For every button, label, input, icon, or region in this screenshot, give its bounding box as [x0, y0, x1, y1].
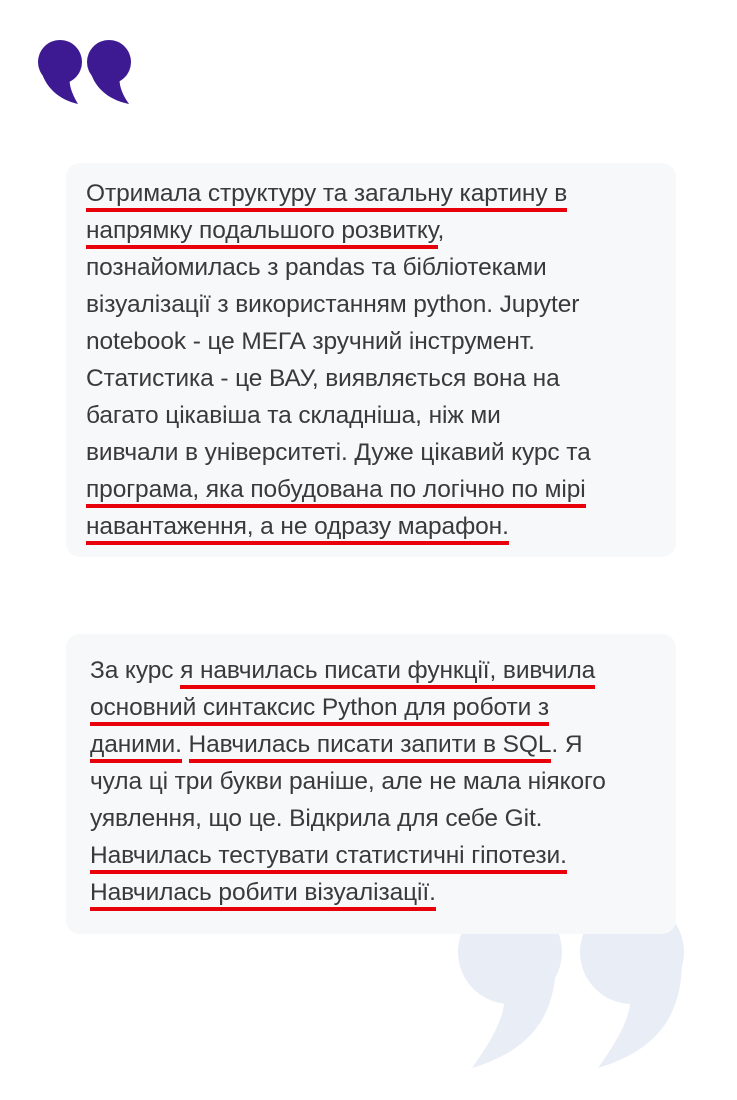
highlighted-phrase: напрямку подальшого розвитку	[86, 217, 438, 249]
text-line	[86, 397, 591, 434]
text-line	[86, 249, 591, 286]
text-line	[86, 471, 591, 508]
quote-open-glyph-right	[87, 40, 131, 104]
text-segment	[182, 731, 189, 758]
text-line	[86, 434, 591, 471]
text-line	[90, 689, 606, 726]
text-segment: візуалізації з використанням python. Jupyter	[86, 291, 580, 318]
highlighted-phrase: я навчилась писати функції, вивчила	[180, 657, 595, 689]
text-line	[86, 323, 591, 360]
text-segment: вивчали в університеті. Дуже цікавий курс та	[86, 439, 591, 466]
quote-open-glyph-left	[38, 40, 82, 104]
text-line	[86, 360, 591, 397]
highlighted-phrase: Навчилась тестувати статистичні гіпотези.	[90, 842, 567, 874]
testimonial-2-text	[90, 652, 606, 911]
text-segment: чула ці три букви раніше, але не мала ніякого	[90, 768, 606, 795]
testimonial-card-2	[66, 634, 676, 934]
text-line	[86, 175, 591, 212]
text-segment: уявлення, що це. Відкрила для себе Git.	[90, 805, 543, 832]
text-line	[90, 837, 606, 874]
text-segment: Статистика - це ВАУ, виявляється вона на	[86, 365, 560, 392]
highlighted-phrase: Навчилась робити візуалізації.	[90, 879, 436, 911]
highlighted-phrase: Навчилась писати запити в SQL	[189, 731, 552, 763]
testimonial-card-1	[66, 163, 676, 557]
text-segment: ,	[437, 217, 445, 244]
quote-open-icon	[38, 36, 138, 108]
highlighted-phrase: навантаження, а не одразу марафон.	[86, 513, 509, 545]
testimonial-1-text	[86, 175, 591, 545]
text-line	[90, 800, 606, 837]
text-line	[86, 508, 591, 545]
text-line	[90, 874, 606, 911]
text-segment: багато цікавіша та складніша, ніж ми	[86, 402, 501, 429]
text-segment: . Я	[551, 731, 583, 758]
text-segment: notebook - це МЕГА зручний інструмент.	[86, 328, 535, 355]
text-line	[86, 286, 591, 323]
highlighted-phrase: Отримала структуру та загальну картину в	[86, 180, 567, 212]
text-segment: познайомилась з pandas та бібліотеками	[86, 254, 547, 281]
highlighted-phrase: даними.	[90, 731, 182, 763]
text-segment: За курс	[90, 657, 181, 684]
text-line	[90, 652, 606, 689]
highlighted-phrase: основний синтаксис Python для роботи з	[90, 694, 549, 726]
text-line	[90, 763, 606, 800]
text-line	[90, 726, 606, 763]
highlighted-phrase: програма, яка побудована по логічно по мірі	[86, 476, 586, 508]
text-line	[86, 212, 591, 249]
